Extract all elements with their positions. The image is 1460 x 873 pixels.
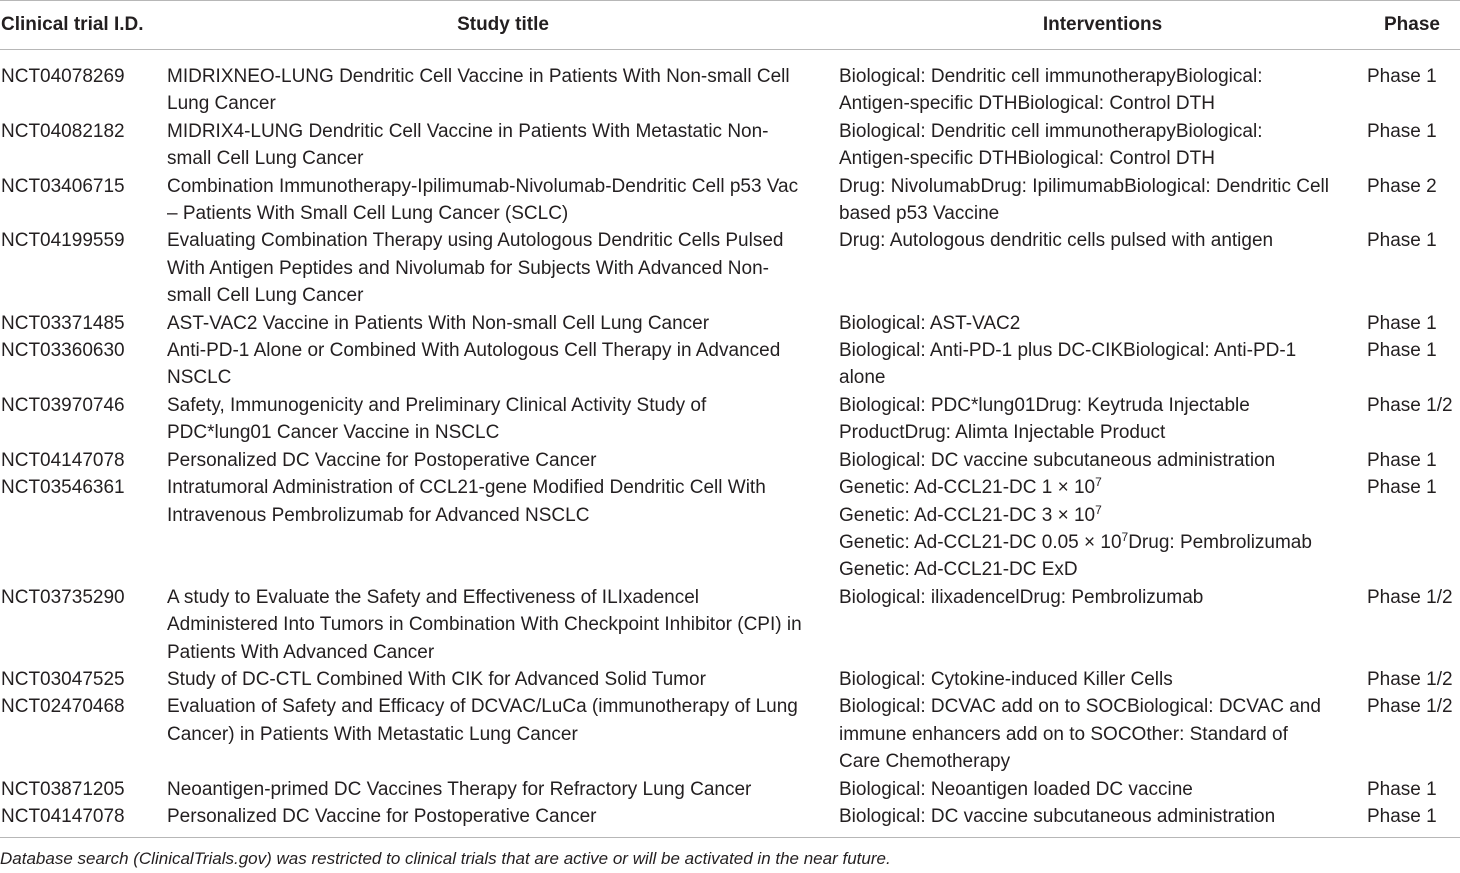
intervention-line: Biological: ilixadencelDrug: Pembrolizumab (839, 586, 1204, 608)
table-row (0, 118, 1460, 173)
table-row (0, 310, 1460, 337)
study-title-line: Patients With Advanced Cancer (167, 641, 435, 663)
phase-cell: Phase 1 (1367, 778, 1437, 800)
intervention-text: Genetic: Ad-CCL21-DC 0.05 × 10 (839, 531, 1122, 553)
trial-id-cell: NCT04199559 (1, 230, 125, 252)
phase-cell: Phase 1 (1367, 230, 1437, 252)
study-title-line: Intravenous Pembrolizumab for Advanced NSCLC (167, 504, 590, 526)
intervention-line: Biological: Cytokine-induced Killer Cells (839, 668, 1173, 690)
dose-exponent: 7 (1095, 502, 1102, 517)
phase-cell: Phase 1 (1367, 66, 1437, 87)
trial-id-cell: NCT04147078 (1, 449, 125, 471)
header-interventions: Interventions (839, 1, 1366, 50)
header-clinical-trial-id: Clinical trial I.D. (0, 1, 167, 50)
phase-cell: Phase 1 (1367, 340, 1437, 362)
interventions-cell (839, 474, 1366, 584)
study-title-line: MIDRIXNEO-LUNG Dendritic Cell Vaccine in Patients With Non-small Cell (167, 66, 790, 87)
trial-id-cell: NCT03047525 (1, 668, 125, 690)
table-row (0, 227, 1460, 309)
phase-cell: Phase 1 (1367, 477, 1437, 499)
table-row (0, 584, 1460, 666)
header-phase: Phase (1366, 1, 1460, 50)
study-title-line: small Cell Lung Cancer (167, 285, 364, 307)
table-row (0, 173, 1460, 228)
phase-cell: Phase 1 (1366, 803, 1460, 838)
study-title-cell (167, 310, 839, 337)
table-row (0, 474, 1460, 584)
table-header (0, 1, 1460, 50)
trial-id-cell: NCT03546361 (1, 477, 125, 499)
trial-id-cell: NCT03371485 (1, 312, 125, 334)
intervention-line (839, 556, 1366, 583)
study-title-cell (167, 474, 839, 584)
phase-cell: Phase 1 (1367, 312, 1437, 334)
study-title-line: With Antigen Peptides and Nivolumab for Subjects With Advanced Non- (167, 257, 769, 279)
trial-id-cell: NCT03871205 (1, 778, 125, 800)
study-title-line: MIDRIX4-LUNG Dendritic Cell Vaccine in Patients With Metastatic Non- (167, 120, 769, 142)
study-title-line: Personalized DC Vaccine for Postoperative Cancer (167, 805, 597, 827)
interventions-cell (839, 227, 1366, 309)
study-title-cell (167, 693, 839, 775)
interventions-cell (839, 666, 1366, 693)
table-row (0, 337, 1460, 392)
intervention-line: Biological: Neoantigen loaded DC vaccine (839, 778, 1193, 800)
intervention-text: Genetic: Ad-CCL21-DC 1 × 10 (839, 477, 1096, 499)
study-title-cell (167, 227, 839, 309)
phase-cell: Phase 1/2 (1367, 586, 1453, 608)
study-title-line: Intratumoral Administration of CCL21-gene Modified Dendritic Cell With (167, 477, 766, 499)
trial-id-cell: NCT02470468 (1, 696, 125, 718)
interventions-cell (839, 118, 1366, 173)
trial-id-cell: NCT04147078 (0, 803, 167, 838)
intervention-line (839, 502, 1366, 529)
interventions-cell (839, 337, 1366, 392)
trial-id-cell: NCT04078269 (1, 66, 125, 87)
study-title-line: Personalized DC Vaccine for Postoperative Cancer (167, 449, 597, 471)
intervention-line: Biological: Anti-PD-1 plus DC-CIKBiological: Anti-PD-1 (839, 340, 1297, 362)
trial-id-cell: NCT03406715 (1, 175, 125, 197)
interventions-cell (839, 776, 1366, 803)
table-row (0, 693, 1460, 775)
phase-cell: Phase 1/2 (1367, 394, 1453, 416)
study-title-line: – Patients With Small Cell Lung Cancer (SCLC) (167, 203, 569, 225)
study-title-cell (167, 118, 839, 173)
study-title-line: small Cell Lung Cancer (167, 148, 364, 170)
study-title-cell (167, 803, 839, 838)
study-title-line: Cancer) in Patients With Metastatic Lung Cancer (167, 723, 578, 745)
intervention-line: Biological: AST-VAC2 (839, 312, 1021, 334)
study-title-cell (167, 776, 839, 803)
table-row (0, 666, 1460, 693)
phase-cell: Phase 1/2 (1367, 696, 1453, 718)
intervention-text-after: Drug: Pembrolizumab (1128, 531, 1312, 553)
intervention-line: Biological: DCVAC add on to SOCBiological: DCVAC and (839, 696, 1321, 718)
intervention-line: Biological: DC vaccine subcutaneous administration (839, 449, 1276, 471)
study-title-line: PDC*lung01 Cancer Vaccine in NSCLC (167, 422, 500, 444)
phase-cell: Phase 1/2 (1367, 668, 1453, 690)
interventions-cell (839, 392, 1366, 447)
interventions-cell (839, 50, 1366, 118)
trial-id-cell: NCT04082182 (1, 120, 125, 142)
intervention-line: Antigen-specific DTHBiological: Control DTH (839, 93, 1215, 115)
table-row (0, 50, 1460, 118)
dose-exponent: 7 (1121, 529, 1129, 544)
interventions-cell (839, 310, 1366, 337)
intervention-text: Genetic: Ad-CCL21-DC ExD (839, 559, 1078, 581)
phase-cell: Phase 1 (1367, 120, 1437, 142)
phase-cell: Phase 1 (1367, 449, 1437, 471)
intervention-line: Biological: PDC*lung01Drug: Keytruda Injectable (839, 394, 1250, 416)
study-title-line: A study to Evaluate the Safety and Effectiveness of ILIxadencel (167, 586, 699, 608)
intervention-line: Biological: DC vaccine subcutaneous administration (839, 805, 1276, 827)
intervention-line: Biological: Dendritic cell immunotherapyBiological: (839, 120, 1263, 142)
interventions-cell (839, 693, 1366, 775)
intervention-line: Care Chemotherapy (839, 751, 1011, 773)
study-title-cell (167, 447, 839, 474)
study-title-line: Anti-PD-1 Alone or Combined With Autologous Cell Therapy in Advanced (167, 340, 781, 362)
intervention-line: Antigen-specific DTHBiological: Control DTH (839, 148, 1215, 170)
trial-id-cell: NCT03970746 (1, 394, 125, 416)
intervention-line: Drug: Autologous dendritic cells pulsed with antigen (839, 230, 1274, 252)
intervention-line: based p53 Vaccine (839, 203, 1000, 225)
study-title-line: Study of DC-CTL Combined With CIK for Advanced Solid Tumor (167, 668, 706, 690)
intervention-text: Genetic: Ad-CCL21-DC 3 × 10 (839, 504, 1096, 526)
interventions-cell (839, 803, 1366, 838)
phase-cell: Phase 2 (1367, 175, 1437, 197)
study-title-line: Evaluation of Safety and Efficacy of DCVAC/LuCa (immunotherapy of Lung (167, 696, 798, 718)
header-study-title: Study title (167, 1, 839, 50)
interventions-cell (839, 584, 1366, 666)
trial-id-cell: NCT03360630 (1, 340, 125, 362)
study-title-line: Lung Cancer (167, 93, 276, 115)
study-title-line: NSCLC (167, 367, 232, 389)
table-row (0, 776, 1460, 803)
intervention-line (839, 474, 1366, 501)
study-title-cell (167, 666, 839, 693)
trial-id-cell: NCT03735290 (1, 586, 125, 608)
table-footnote: Database search (ClinicalTrials.gov) was restricted to clinical trials that are active or will be activated in the near future. (0, 849, 891, 868)
study-title-line: Safety, Immunogenicity and Preliminary Clinical Activity Study of (167, 394, 707, 416)
intervention-line: Drug: NivolumabDrug: IpilimumabBiological: Dendritic Cell (839, 175, 1329, 197)
dose-exponent: 7 (1095, 475, 1102, 490)
study-title-cell (167, 50, 839, 118)
study-title-cell (167, 173, 839, 228)
intervention-line: ProductDrug: Alimta Injectable Product (839, 422, 1166, 444)
study-title-line: Administered Into Tumors in Combination With Checkpoint Inhibitor (CPI) in (167, 614, 802, 636)
header-row (0, 1, 1460, 50)
study-title-line: Evaluating Combination Therapy using Autologous Dendritic Cells Pulsed (167, 230, 784, 252)
intervention-line: immune enhancers add on to SOCOther: Standard of (839, 723, 1288, 745)
study-title-cell (167, 392, 839, 447)
table-row (0, 803, 1460, 838)
study-title-cell (167, 584, 839, 666)
study-title-line: AST-VAC2 Vaccine in Patients With Non-small Cell Lung Cancer (167, 312, 710, 334)
study-title-line: Neoantigen-primed DC Vaccines Therapy for Refractory Lung Cancer (167, 778, 752, 800)
interventions-cell (839, 173, 1366, 228)
intervention-line: alone (839, 367, 886, 389)
interventions-cell (839, 447, 1366, 474)
table-body (0, 50, 1460, 838)
study-title-line: Combination Immunotherapy-Ipilimumab-Nivolumab-Dendritic Cell p53 Vac (167, 175, 799, 197)
table-row (0, 447, 1460, 474)
study-title-cell (167, 337, 839, 392)
intervention-line (839, 529, 1366, 556)
intervention-line: Biological: Dendritic cell immunotherapyBiological: (839, 66, 1263, 87)
table-row (0, 392, 1460, 447)
